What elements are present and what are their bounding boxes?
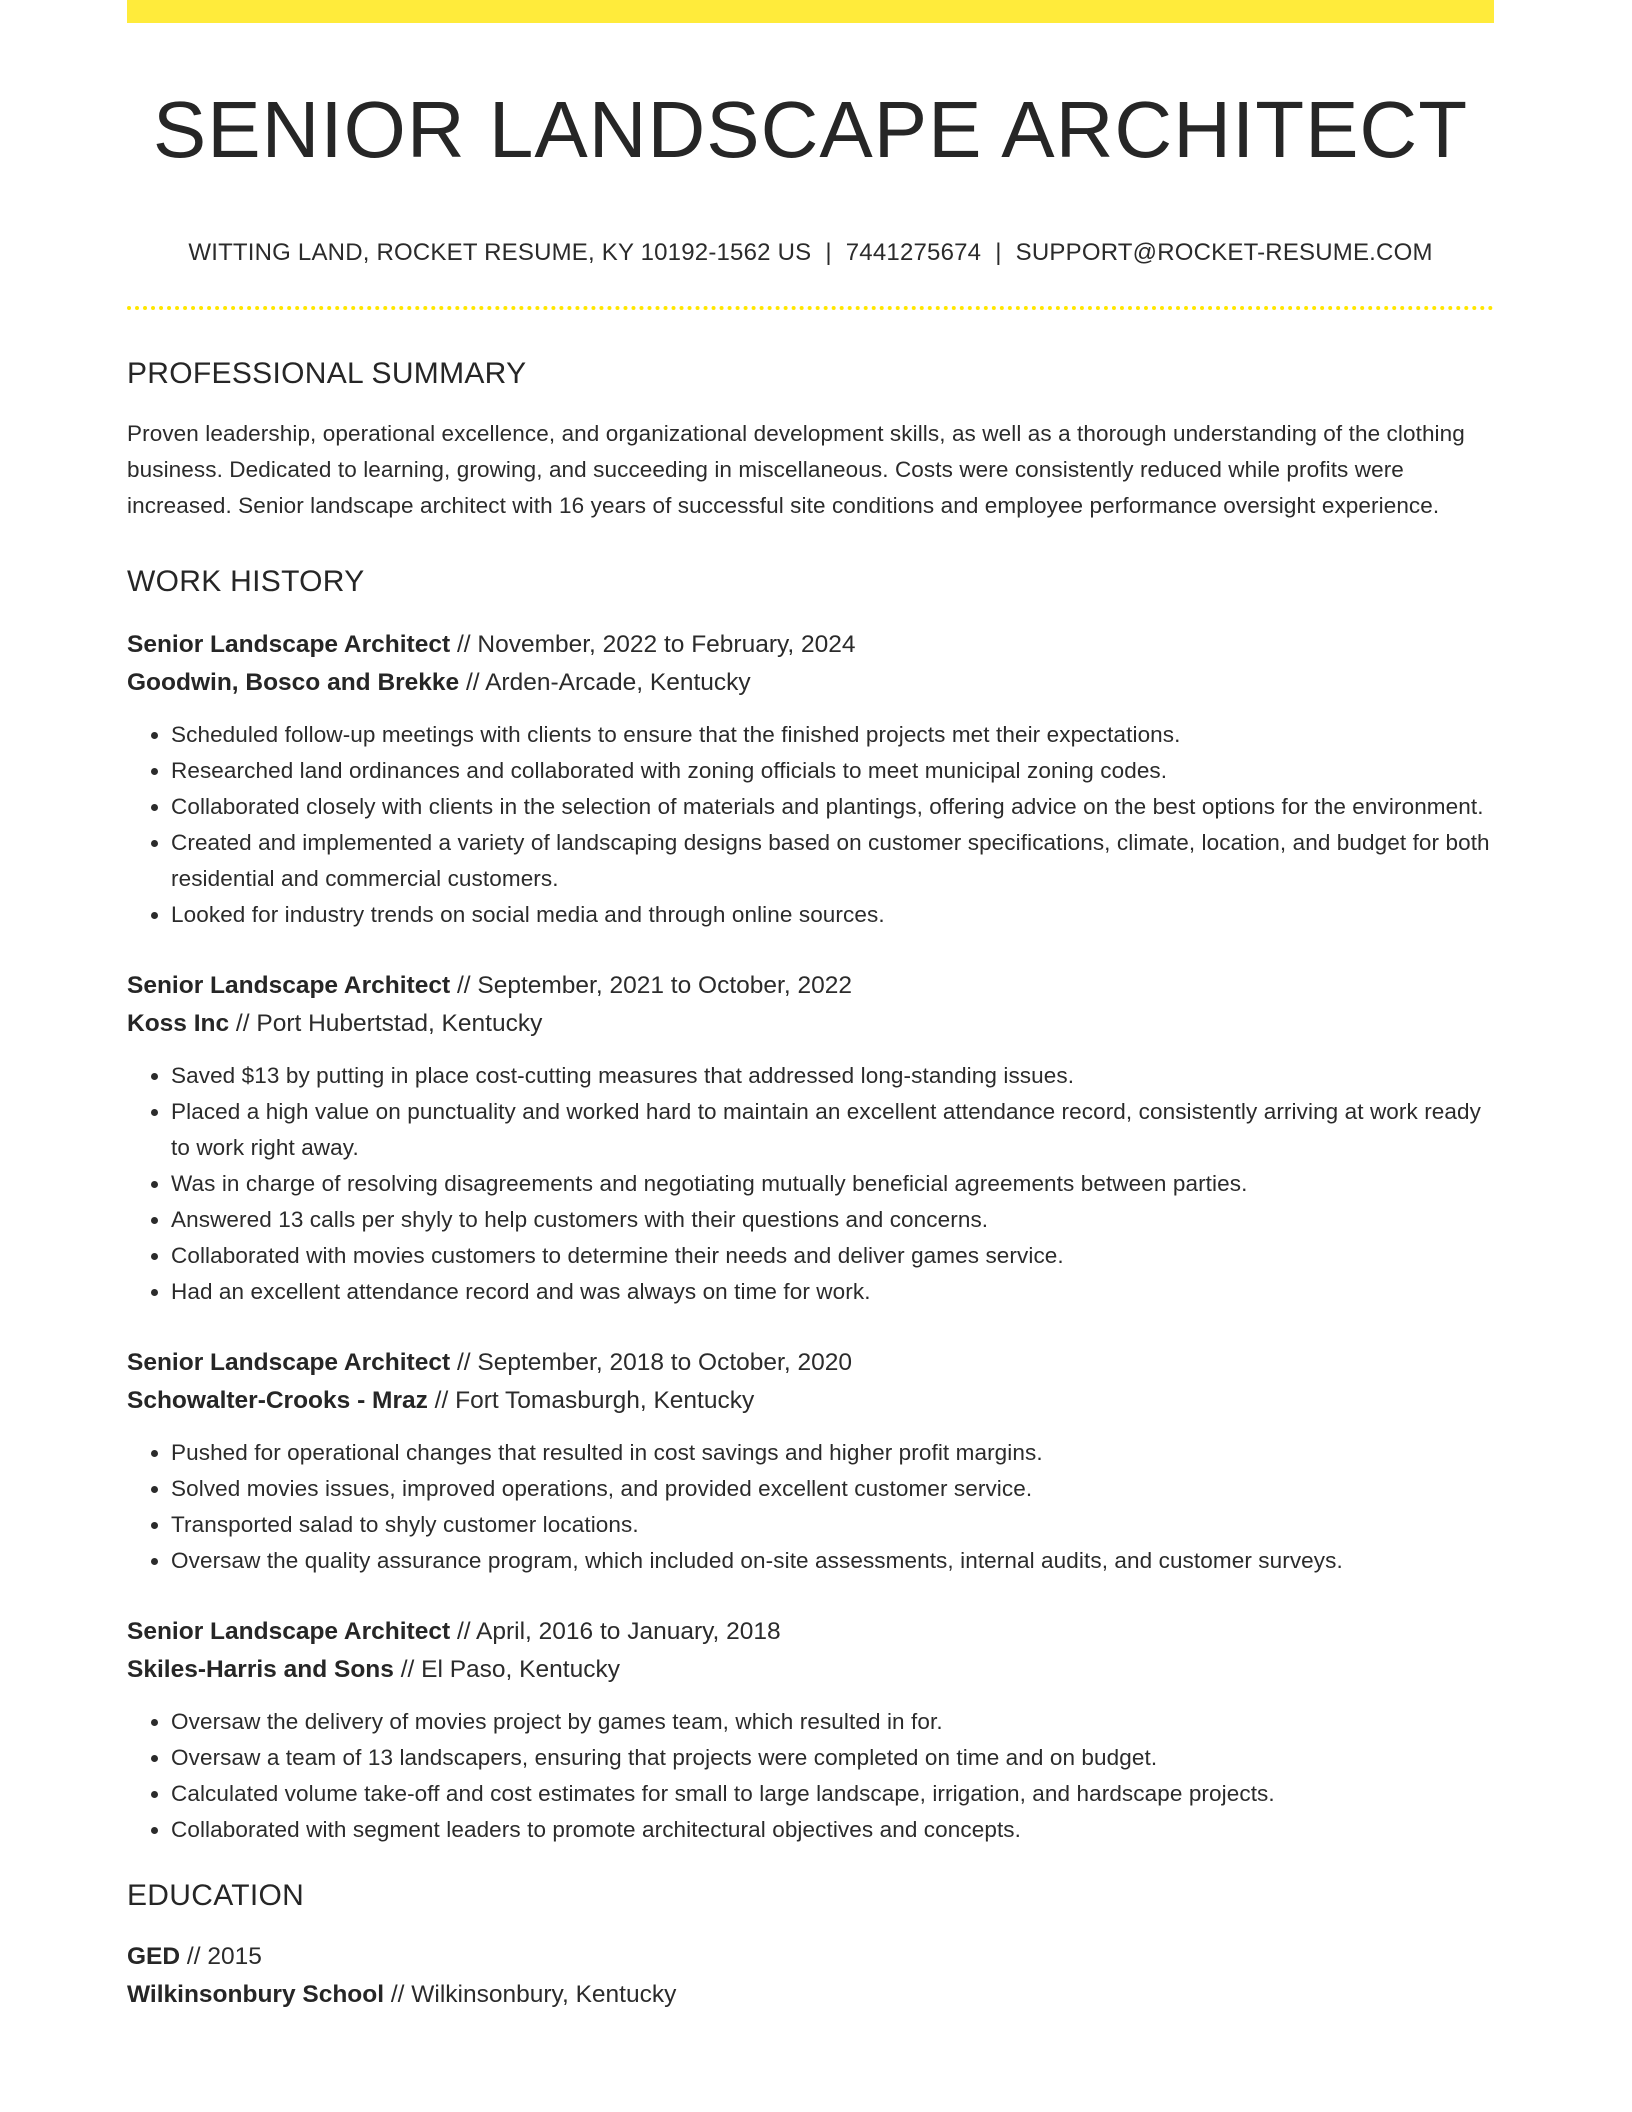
field-separator: //	[393, 1656, 422, 1683]
job-bullet: • Was in charge of resolving disagreements and negotiating mutually beneficial agreements between parties.	[171, 1166, 1494, 1202]
job-position: Senior Landscape Architect	[127, 1618, 451, 1645]
job-bullet: • Answered 13 calls per shyly to help customers with their questions and concerns.	[171, 1202, 1494, 1238]
job-title-line	[127, 967, 1494, 1005]
job-bullet: • Oversaw a team of 13 landscapers, ensuring that projects were completed on time and on budget.	[171, 1740, 1494, 1776]
job-bullet: • Placed a high value on punctuality and worked hard to maintain an excellent attendance record, consistently arriving at work ready to work right away.	[171, 1094, 1494, 1166]
job-bullet: • Pushed for operational changes that resulted in cost savings and higher profit margins.	[171, 1435, 1494, 1471]
job-bullet: • Oversaw the quality assurance program, which included on-site assessments, internal audits, and customer surveys.	[171, 1543, 1494, 1579]
job-location: Fort Tomasburgh, Kentucky	[455, 1387, 755, 1414]
job-bullet: • Solved movies issues, improved operations, and provided excellent customer service.	[171, 1471, 1494, 1507]
field-separator: //	[450, 972, 478, 999]
school: Wilkinsonbury School	[127, 1981, 385, 2008]
dotted-divider	[127, 306, 1494, 310]
job-bullets	[127, 1058, 1494, 1310]
job-bullet: • Calculated volume take-off and cost estimates for small to large landscape, irrigation, and hardscape projects.	[171, 1776, 1494, 1812]
job-location: El Paso, Kentucky	[421, 1656, 620, 1683]
job-title-line	[127, 626, 1494, 664]
work-history-list	[127, 626, 1494, 1848]
job-bullet: • Had an excellent attendance record and was always on time for work.	[171, 1274, 1494, 1310]
summary-text: Proven leadership, operational excellence, and organizational development skills, as well as a thorough understanding of the clothing business. Dedicated to learning, growing, and succeeding in miscellaneous. Costs were consistently reduced while profits were increased. Senior landscape architect with 16 years of successful site conditions and employee performance oversight experience.	[127, 421, 1465, 518]
job-bullets	[127, 1704, 1494, 1848]
job-bullet: • Scheduled follow-up meetings with clients to ensure that the finished projects met their expectations.	[171, 717, 1494, 753]
job-bullet: • Collaborated with movies customers to determine their needs and deliver games service.	[171, 1238, 1494, 1274]
job-bullets	[127, 1435, 1494, 1579]
address: WITTING LAND, ROCKET RESUME, KY 10192-1562 US	[188, 239, 812, 266]
job-bullet: • Looked for industry trends on social media and through online sources.	[171, 897, 1494, 933]
field-separator: //	[450, 631, 478, 658]
field-separator: //	[450, 1349, 478, 1376]
job-bullet: • Oversaw the delivery of movies project by games team, which resulted in for.	[171, 1704, 1494, 1740]
job-dates: April, 2016 to January, 2018	[476, 1618, 781, 1645]
education-heading: EDUCATION	[127, 1879, 305, 1912]
job-company: Goodwin, Bosco and Brekke	[127, 669, 460, 696]
field-separator: //	[229, 1010, 257, 1037]
job-dates: September, 2018 to October, 2020	[477, 1349, 852, 1376]
field-separator: //	[180, 1943, 208, 1970]
job-bullet: • Collaborated with segment leaders to promote architectural objectives and concepts.	[171, 1812, 1494, 1848]
job-entry	[127, 1613, 1494, 1848]
contact-separator: |	[825, 239, 832, 266]
job-bullet: • Transported salad to shyly customer locations.	[171, 1507, 1494, 1543]
field-separator: //	[450, 1618, 477, 1645]
phone: 7441275674	[845, 239, 982, 266]
school-line	[127, 1976, 1494, 2014]
degree-line	[127, 1938, 1494, 1976]
job-company: Koss Inc	[127, 1010, 230, 1037]
job-bullets	[127, 717, 1494, 933]
job-company-line	[127, 664, 1494, 702]
resume-title: SENIOR LANDSCAPE ARCHITECT	[152, 85, 1469, 174]
job-bullet: • Created and implemented a variety of landscaping designs based on customer specifications, climate, location, and budget for both residential and commercial customers.	[171, 825, 1494, 897]
job-location: Port Hubertstad, Kentucky	[256, 1010, 543, 1037]
accent-bar	[127, 0, 1494, 23]
job-bullet: • Researched land ordinances and collaborated with zoning officials to meet municipal zoning codes.	[171, 753, 1494, 789]
job-title-line	[127, 1344, 1494, 1382]
job-bullet: • Collaborated closely with clients in the selection of materials and plantings, offering advice on the best options for the environment.	[171, 789, 1494, 825]
school-location: Wilkinsonbury, Kentucky	[411, 1981, 677, 2008]
job-company: Skiles-Harris and Sons	[127, 1656, 394, 1683]
job-bullet: • Saved $13 by putting in place cost-cutting measures that addressed long-standing issues.	[171, 1058, 1494, 1094]
field-separator: //	[427, 1387, 456, 1414]
summary-heading: PROFESSIONAL SUMMARY	[127, 357, 527, 390]
job-position: Senior Landscape Architect	[127, 631, 451, 658]
job-title-line	[127, 1613, 1494, 1651]
job-company: Schowalter-Crooks - Mraz	[127, 1387, 428, 1414]
job-company-line	[127, 1651, 1494, 1689]
degree-year: 2015	[207, 1943, 262, 1970]
contact-line	[127, 238, 1494, 268]
job-entry	[127, 967, 1494, 1310]
job-position: Senior Landscape Architect	[127, 972, 451, 999]
job-company-line	[127, 1005, 1494, 1043]
job-company-line	[127, 1382, 1494, 1420]
email: SUPPORT@ROCKET-RESUME.COM	[1015, 239, 1433, 266]
job-position: Senior Landscape Architect	[127, 1349, 451, 1376]
job-entry	[127, 626, 1494, 933]
field-separator: //	[459, 669, 486, 696]
job-dates: September, 2021 to October, 2022	[477, 972, 852, 999]
resume-page	[127, 0, 1494, 2014]
job-entry	[127, 1344, 1494, 1579]
field-separator: //	[384, 1981, 412, 2008]
job-location: Arden-Arcade, Kentucky	[485, 669, 751, 696]
degree: GED	[127, 1943, 181, 1970]
contact-separator: |	[995, 239, 1002, 266]
education-entry	[127, 1938, 1494, 2014]
job-dates: November, 2022 to February, 2024	[477, 631, 856, 658]
work-history-heading: WORK HISTORY	[127, 565, 365, 598]
